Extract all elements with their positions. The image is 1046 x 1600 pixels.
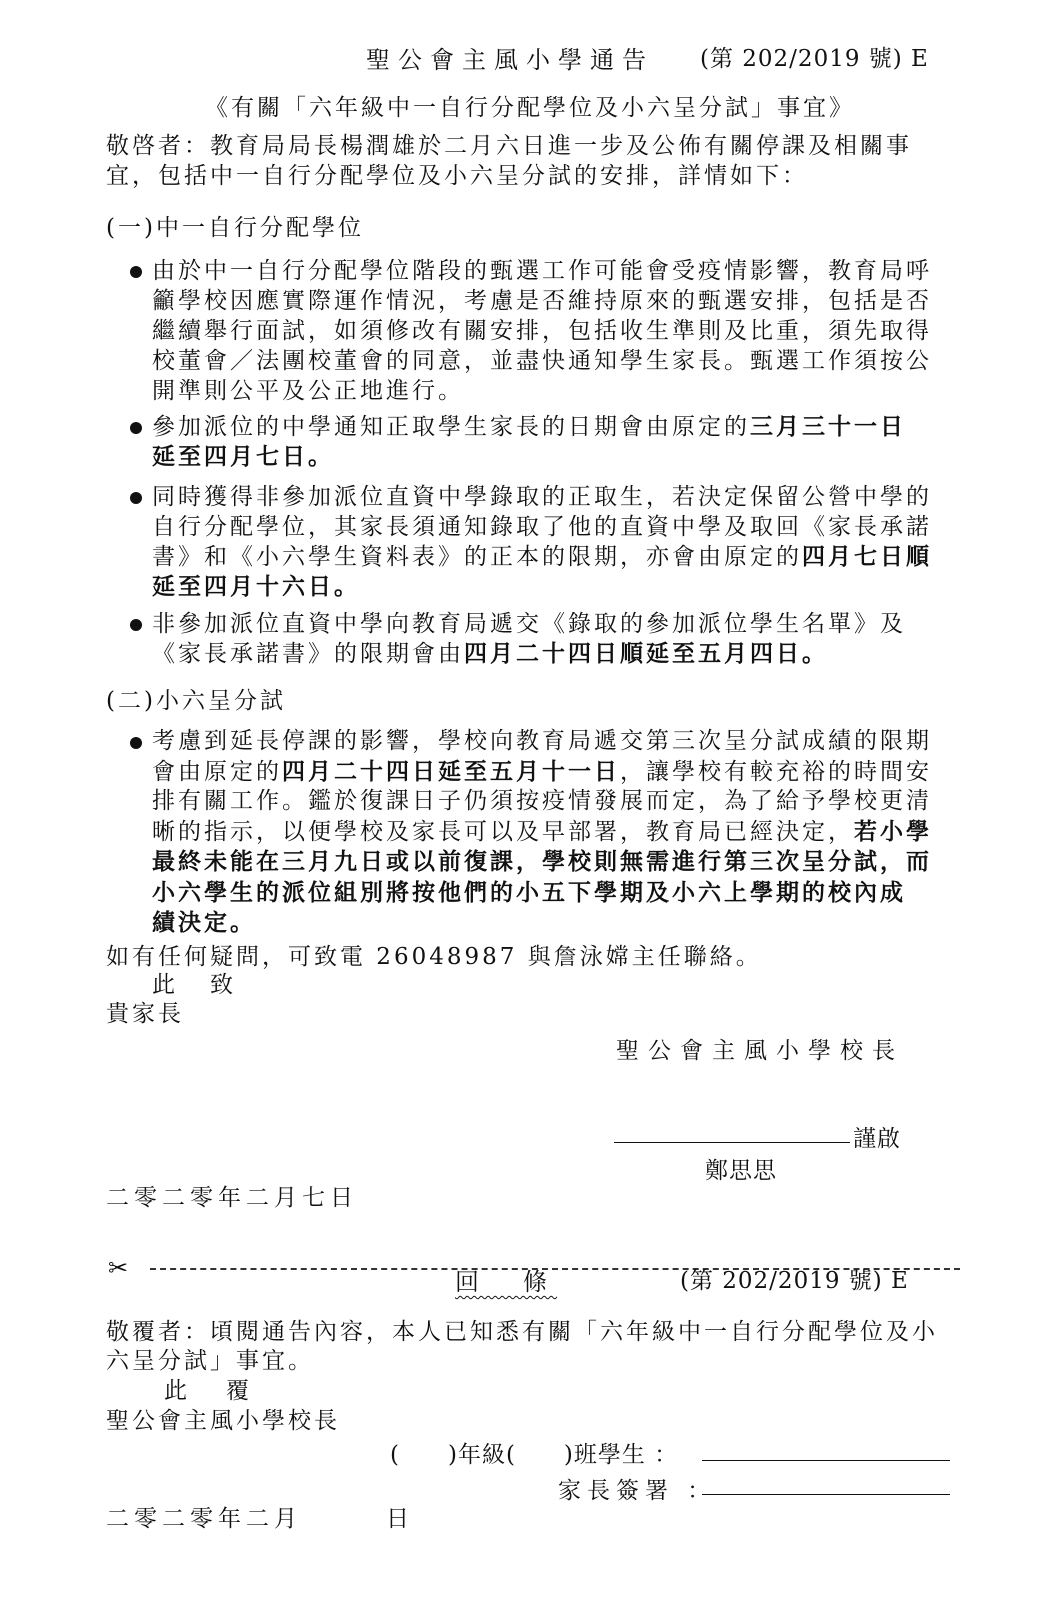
ci-zhi: 此 致 <box>152 972 239 998</box>
sender-name: 聖公會主風小學校長 <box>616 1038 904 1064</box>
enquiry-text: 如有任何疑問，可致電 26048987 與詹泳嫦主任聯絡。 <box>106 944 762 970</box>
bullet1-line: 籲學校因應實際運作情況，考慮是否維持原來的甄選安排，包括是否 <box>152 288 932 314</box>
section2-line5: 最終未能在三月九日或以前復課，學校則無需進行第三次呈分試，而 <box>152 848 932 875</box>
bullet1-line: 開準則公平及公正地進行。 <box>152 378 464 404</box>
section1-heading: (一)中一自行分配學位 <box>106 215 364 241</box>
signer-name: 鄭思思 <box>705 1158 777 1184</box>
bullet4-line2: 《家長承諾書》的限期會由 <box>152 641 464 667</box>
bullet2-line2: 延至四月七日。 <box>152 443 334 470</box>
section1-bullet-4 <box>130 609 960 669</box>
notice-subject: 《有關「六年級中一自行分配學位及小六呈分試」事宜》 <box>205 95 855 121</box>
bullet-icon <box>130 737 142 749</box>
bullet-icon <box>130 422 142 434</box>
notice-title: 聖公會主風小學通告 <box>366 46 654 74</box>
bullet2-line1: 參加派位的中學通知正取學生家長的日期會由原定的 <box>152 414 750 440</box>
bullet3-bold-date: 四月七日順 <box>802 543 932 570</box>
student-class-label: ( )年級( )班學生 ： <box>390 1442 679 1468</box>
reply-line-2: 六呈分試」事宜。 <box>106 1348 314 1374</box>
reply-date: 二零二零年二月 日 <box>106 1506 414 1532</box>
bullet3-line4: 延至四月十六日。 <box>152 573 360 600</box>
bullet4-line1: 非參加派位直資中學向教育局遞交《錄取的參加派位學生名單》及 <box>152 611 906 637</box>
section2-line6: 小六學生的派位組別將按他們的小五下學期及小六上學期的校內成 <box>152 878 906 906</box>
parent-signature-field[interactable] <box>702 1494 950 1495</box>
bullet4-bold-date: 四月二十四日順延至五月四日。 <box>464 640 828 667</box>
reply-addressee: 聖公會主風小學校長 <box>106 1408 340 1434</box>
section2-heading: (二)小六呈分試 <box>106 688 286 714</box>
bullet-icon <box>130 492 142 504</box>
bullet3-line2: 自行分配學位，其家長須通知錄取了他的直資中學及取回《家長承諾 <box>152 514 932 540</box>
ci-fu: 此 覆 <box>164 1378 257 1404</box>
bullet1-line: 由於中一自行分配學位階段的甄選工作可能會受疫情影響，教育局呼 <box>152 258 932 284</box>
reply-line-1: 敬覆者：頃閱通告內容，本人已知悉有關「六年級中一自行分配學位及小 <box>106 1319 938 1345</box>
student-name-field[interactable] <box>702 1460 950 1461</box>
section2-line4a: 晰的指示，以便學校及家長可以及早部署，教育局已經決定， <box>152 818 854 845</box>
bullet1-line: 校董會／法團校董會的同意，並盡快通知學生家長。甄選工作須按公 <box>152 348 932 374</box>
section2-line2c: ，讓學校有較充裕的時間安 <box>620 758 932 785</box>
section2-line7: 績決定。 <box>152 909 256 936</box>
addressee: 貴家長 <box>106 1001 184 1027</box>
notice-date: 二零二零年二月七日 <box>106 1185 358 1211</box>
intro-line-1: 敬啓者：教育局局長楊潤雄於二月六日進一步及公佈有關停課及相關事 <box>106 133 912 159</box>
section2-bold-date: 四月二十四日延至五月十一日 <box>282 757 620 785</box>
bullet2-bold-date: 三月三十一日 <box>750 413 906 440</box>
section1-bullet-2 <box>130 412 960 472</box>
signature-line <box>614 1142 850 1143</box>
section2-line4b: 若小學 <box>854 817 932 845</box>
bullet1-line: 繼續舉行面試，如須修改有關安排，包括收生準則及比重，須先取得 <box>152 318 932 344</box>
notice-number: (第 202/2019 號) E <box>700 46 929 72</box>
bullet3-line3: 書》和《小六學生資料表》的正本的限期，亦會由原定的 <box>152 544 802 570</box>
bullet-icon <box>130 266 142 278</box>
reply-number: (第 202/2019 號) E <box>680 1268 909 1294</box>
section2-line2a: 會由原定的 <box>152 758 282 785</box>
parent-signature-label: 家長簽署 ： <box>558 1478 717 1504</box>
intro-line-2: 宜，包括中一自行分配學位及小六呈分試的安排，詳情如下： <box>106 163 808 189</box>
section2-bullet <box>130 727 960 939</box>
section1-bullet-1 <box>130 256 960 406</box>
section2-line1: 考慮到延長停課的影響，學校向教育局遞交第三次呈分試成績的限期 <box>152 728 932 754</box>
reply-title: 回 條 <box>455 1268 557 1296</box>
section1-bullet-3 <box>130 482 960 602</box>
section2-line3: 排有關工作。鑑於復課日子仍須按疫情發展而定，為了給予學校更清 <box>152 788 932 814</box>
scissors-icon: ✂ <box>108 1254 129 1282</box>
bullet3-line1: 同時獲得非參加派位直資中學錄取的正取生，若決定保留公營中學的 <box>152 484 932 510</box>
bullet-icon <box>130 619 142 631</box>
jin-qi: 謹啟 <box>853 1126 901 1152</box>
